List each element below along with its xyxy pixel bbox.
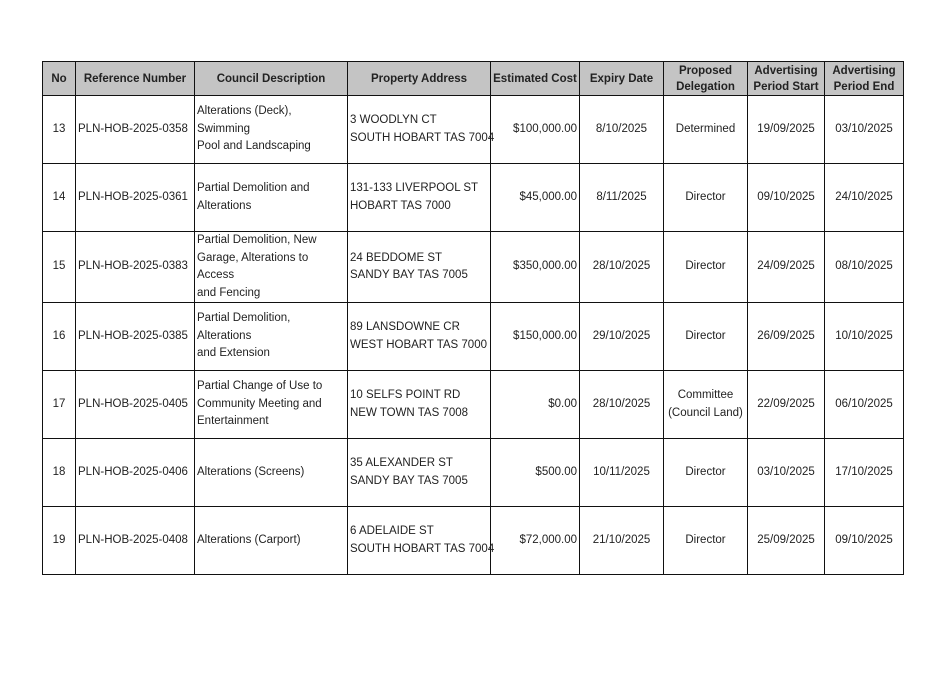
cell-no: 14 (43, 164, 76, 232)
cell-council-description-line: Partial Demolition, New (197, 234, 317, 246)
cell-property-address-line: NEW TOWN TAS 7008 (350, 406, 469, 419)
cell-council-description (195, 507, 348, 575)
cell-proposed-delegation-line: Director (685, 465, 726, 478)
table-body (43, 96, 904, 575)
cell-expiry-date: 28/10/2025 (580, 371, 664, 439)
cell-estimated-cost: $0.00 (491, 371, 580, 439)
cell-no: 15 (43, 232, 76, 303)
planning-applications-table (42, 61, 904, 575)
cell-no: 19 (43, 507, 76, 575)
cell-estimated-cost: $72,000.00 (491, 507, 580, 575)
cell-proposed-delegation-line: Director (685, 260, 726, 273)
cell-expiry-date: 28/10/2025 (580, 232, 664, 303)
cell-property-address-line: 35 ALEXANDER ST (350, 457, 453, 469)
cell-proposed-delegation (664, 303, 748, 371)
table-row (43, 303, 904, 371)
cell-estimated-cost: $150,000.00 (491, 303, 580, 371)
header-no: No (43, 62, 76, 96)
table-row (43, 164, 904, 232)
cell-council-description-line: Pool and Landscaping (197, 140, 311, 153)
cell-property-address-line: SANDY BAY TAS 7005 (350, 269, 468, 281)
cell-estimated-cost: $100,000.00 (491, 96, 580, 164)
cell-council-description-line: and Extension (197, 347, 270, 360)
cell-council-description-line: Alterations (197, 199, 252, 212)
table-row (43, 507, 904, 575)
cell-expiry-date: 21/10/2025 (580, 507, 664, 575)
cell-council-description-line: Partial Demolition, Alterations (197, 312, 291, 342)
cell-property-address (348, 164, 491, 232)
header-proposed-delegation: Proposed Delegation (664, 62, 748, 96)
cell-advertising-period-end: 06/10/2025 (825, 371, 904, 439)
cell-council-description-line: Partial Change of Use to (197, 380, 323, 393)
cell-advertising-period-end: 24/10/2025 (825, 164, 904, 232)
cell-council-description-line: Entertainment (197, 415, 269, 428)
cell-proposed-delegation (664, 507, 748, 575)
cell-council-description (195, 96, 348, 164)
cell-property-address-line: SOUTH HOBART TAS 7004 (350, 131, 495, 144)
cell-advertising-period-start: 09/10/2025 (748, 164, 825, 232)
cell-expiry-date: 29/10/2025 (580, 303, 664, 371)
cell-expiry-date: 10/11/2025 (580, 439, 664, 507)
header-row (43, 62, 904, 96)
cell-proposed-delegation (664, 439, 748, 507)
cell-estimated-cost: $45,000.00 (491, 164, 580, 232)
cell-advertising-period-end: 03/10/2025 (825, 96, 904, 164)
cell-council-description-line: and Fencing (197, 286, 261, 299)
table-row (43, 371, 904, 439)
cell-proposed-delegation-line: Director (685, 533, 726, 546)
cell-property-address-line: SANDY BAY TAS 7005 (350, 474, 468, 487)
cell-council-description-line: Alterations (Screens) (197, 465, 305, 478)
cell-proposed-delegation-line: Director (685, 190, 726, 203)
cell-property-address (348, 439, 491, 507)
cell-proposed-delegation (664, 232, 748, 303)
cell-no: 13 (43, 96, 76, 164)
cell-council-description (195, 232, 348, 303)
cell-advertising-period-end: 17/10/2025 (825, 439, 904, 507)
cell-reference-number: PLN-HOB-2025-0408 (76, 507, 195, 575)
cell-estimated-cost: $350,000.00 (491, 232, 580, 303)
cell-advertising-period-end: 09/10/2025 (825, 507, 904, 575)
cell-expiry-date: 8/11/2025 (580, 164, 664, 232)
header-property-address: Property Address (348, 62, 491, 96)
cell-council-description-line: Garage, Alterations to Access (197, 251, 309, 281)
cell-advertising-period-start: 24/09/2025 (748, 232, 825, 303)
cell-property-address-line: HOBART TAS 7000 (350, 199, 451, 212)
cell-proposed-delegation-line: (Council Land) (668, 406, 743, 419)
cell-council-description (195, 439, 348, 507)
cell-reference-number: PLN-HOB-2025-0406 (76, 439, 195, 507)
cell-council-description-line: Alterations (Carport) (197, 533, 301, 546)
cell-property-address-line: WEST HOBART TAS 7000 (350, 338, 487, 351)
header-advertising-period-end: Advertising Period End (825, 62, 904, 96)
cell-reference-number: PLN-HOB-2025-0361 (76, 164, 195, 232)
cell-reference-number: PLN-HOB-2025-0358 (76, 96, 195, 164)
cell-advertising-period-start: 26/09/2025 (748, 303, 825, 371)
header-expiry-date: Expiry Date (580, 62, 664, 96)
cell-property-address-line: 131-133 LIVERPOOL ST (350, 182, 479, 194)
cell-property-address-line: 6 ADELAIDE ST (350, 525, 434, 537)
cell-advertising-period-start: 25/09/2025 (748, 507, 825, 575)
header-estimated-cost: Estimated Cost (491, 62, 580, 96)
cell-advertising-period-start: 03/10/2025 (748, 439, 825, 507)
cell-proposed-delegation (664, 96, 748, 164)
cell-property-address (348, 371, 491, 439)
cell-property-address-line: 10 SELFS POINT RD (350, 389, 461, 401)
cell-proposed-delegation (664, 164, 748, 232)
cell-proposed-delegation (664, 371, 748, 439)
cell-property-address (348, 96, 495, 164)
table-row (43, 439, 904, 507)
cell-council-description (195, 371, 348, 439)
header-reference-number: Reference Number (76, 62, 195, 96)
cell-advertising-period-start: 22/09/2025 (748, 371, 825, 439)
cell-proposed-delegation-line: Determined (675, 122, 736, 135)
cell-property-address-line: SOUTH HOBART TAS 7004 (350, 542, 495, 555)
cell-proposed-delegation-line: Director (685, 329, 726, 342)
cell-no: 18 (43, 439, 76, 507)
cell-council-description-line: Partial Demolition and (197, 182, 310, 194)
header-council-description: Council Description (195, 62, 348, 96)
cell-council-description (195, 303, 348, 371)
cell-expiry-date: 8/10/2025 (580, 96, 664, 164)
cell-advertising-period-start: 19/09/2025 (748, 96, 825, 164)
cell-no: 16 (43, 303, 76, 371)
cell-property-address (348, 507, 495, 575)
cell-reference-number: PLN-HOB-2025-0385 (76, 303, 195, 371)
cell-proposed-delegation-line: Committee (677, 389, 734, 401)
cell-estimated-cost: $500.00 (491, 439, 580, 507)
cell-property-address-line: 89 LANSDOWNE CR (350, 321, 460, 333)
cell-council-description-line: Community Meeting and (197, 397, 322, 410)
cell-advertising-period-end: 08/10/2025 (825, 232, 904, 303)
header-advertising-period-start: Advertising Period Start (748, 62, 825, 96)
cell-property-address (348, 303, 491, 371)
cell-property-address-line: 3 WOODLYN CT (350, 114, 437, 126)
table-row (43, 232, 904, 303)
cell-council-description-line: Alterations (Deck), Swimming (197, 105, 292, 135)
cell-property-address-line: 24 BEDDOME ST (350, 251, 443, 264)
cell-reference-number: PLN-HOB-2025-0383 (76, 232, 195, 303)
cell-council-description (195, 164, 348, 232)
cell-no: 17 (43, 371, 76, 439)
cell-property-address (348, 232, 491, 303)
cell-advertising-period-end: 10/10/2025 (825, 303, 904, 371)
table-row (43, 96, 904, 164)
cell-reference-number: PLN-HOB-2025-0405 (76, 371, 195, 439)
